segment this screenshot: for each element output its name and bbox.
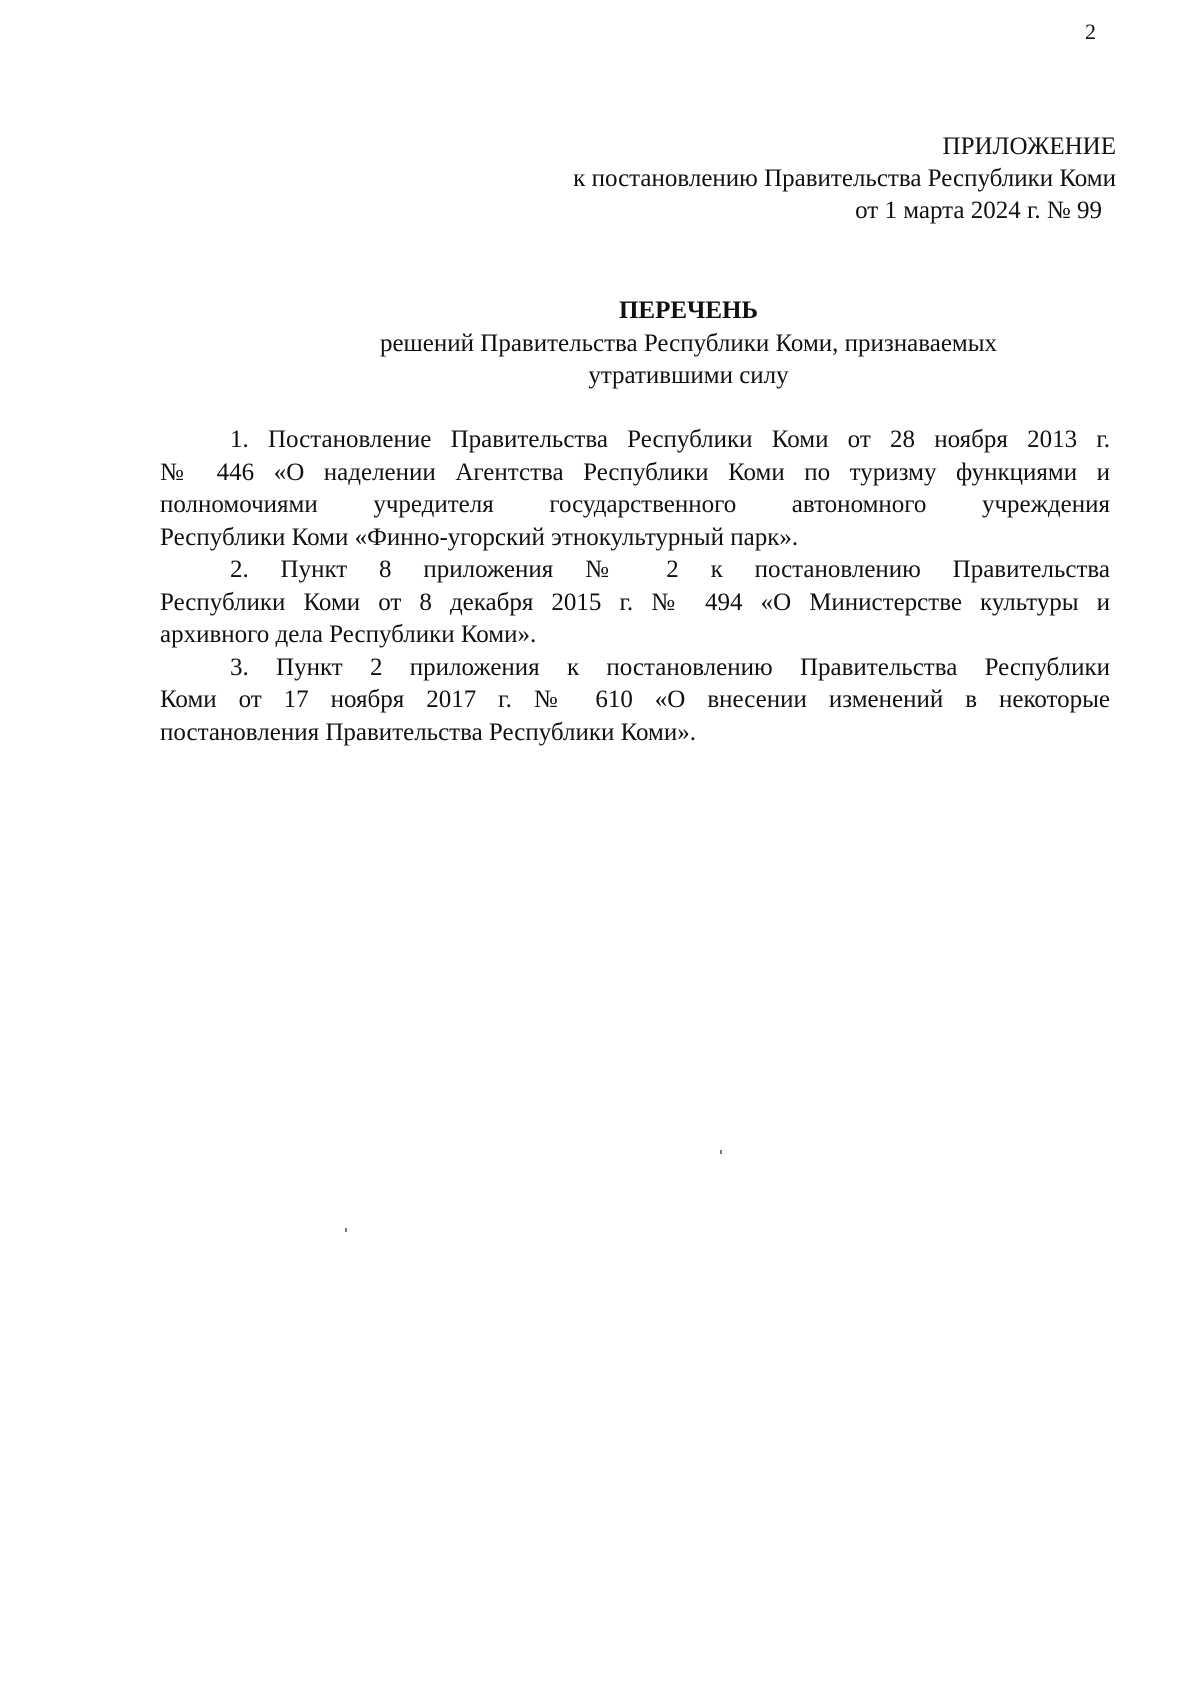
document-title: ПЕРЕЧЕНЬ xyxy=(618,297,759,324)
appendix-date: от 1 марта 2024 г. № 99 xyxy=(855,197,1102,224)
list-item-line: Республики Коми «Финно-угорский этнокультурный парк». xyxy=(160,523,799,551)
page-number: 2 xyxy=(1085,19,1096,44)
list-item-3 xyxy=(160,652,1110,750)
list-item-line: 2. Пункт 8 приложения № 2 к постановлению Правительства xyxy=(230,556,1110,583)
list-item-line: № 446 «О наделении Агентства Республики Коми по туризму функциями и xyxy=(160,458,1110,486)
document-subtitle-line: утратившими силу xyxy=(588,362,789,389)
list-item-line: Коми от 17 ноября 2017 г. № 610 «О внесении изменений в некоторые xyxy=(160,686,1110,713)
document-body xyxy=(160,424,1110,749)
appendix-title: ПРИЛОЖЕНИЕ xyxy=(942,133,1116,160)
document-subtitle-line: решений Правительства Республики Коми, признаваемых xyxy=(379,330,998,357)
list-item-line: 3. Пункт 2 приложения к постановлению Правительства Республики xyxy=(230,653,1110,681)
list-item-line: полномочиями учредителя государственного автономного учреждения xyxy=(160,491,1110,518)
document-heading xyxy=(160,295,1117,392)
appendix-reference: к постановлению Правительства Республики Коми xyxy=(573,165,1116,192)
list-item-line: Республики Коми от 8 декабря 2015 г. № 494 «О Министерстве культуры и xyxy=(160,588,1110,616)
scan-speck xyxy=(720,1150,722,1154)
document-subtitle xyxy=(160,328,1117,392)
list-item-line: постановления Правительства Республики Коми». xyxy=(160,718,696,746)
list-item-line: архивного дела Республики Коми». xyxy=(160,621,537,648)
appendix-header xyxy=(416,131,1116,227)
list-item-2 xyxy=(160,554,1110,652)
scan-speck xyxy=(345,1228,347,1232)
list-item-1 xyxy=(160,424,1110,554)
list-item-line: 1. Постановление Правительства Республики Коми от 28 ноября 2013 г. xyxy=(230,426,1110,453)
